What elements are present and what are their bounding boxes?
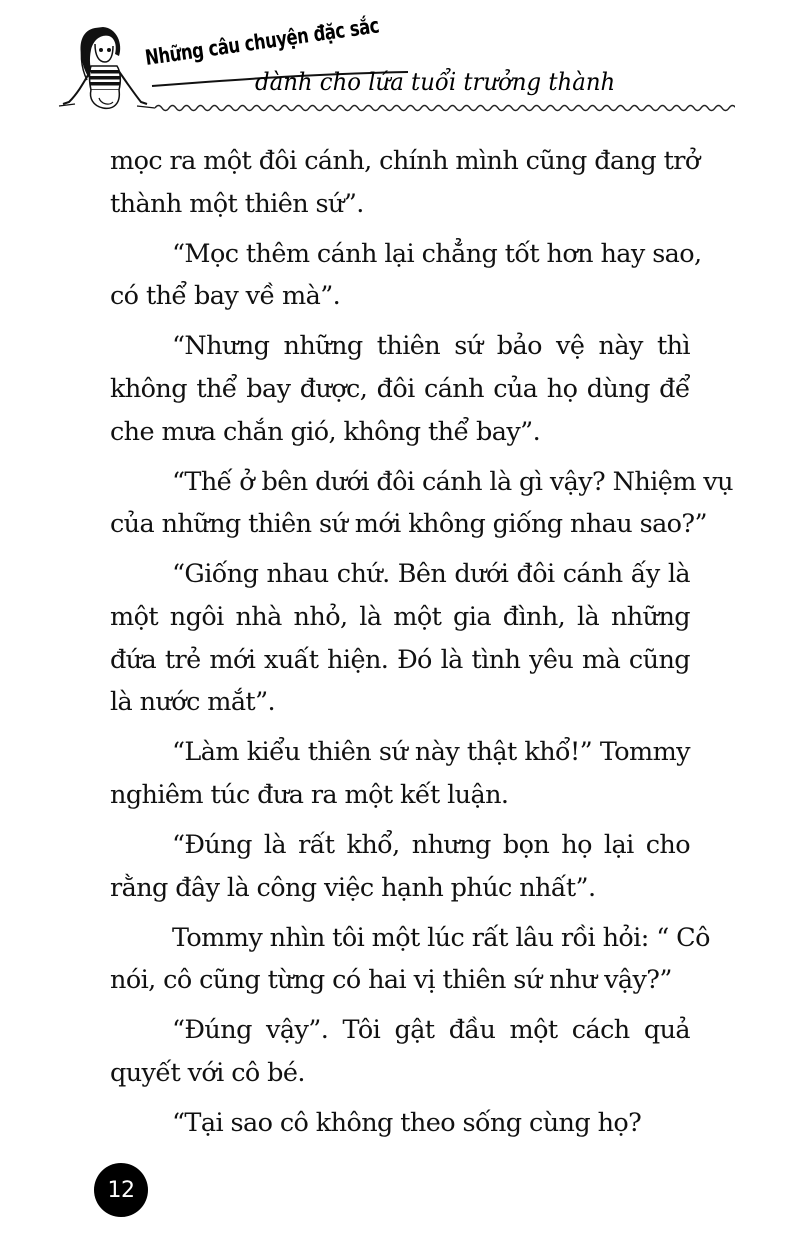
paragraph bbox=[110, 140, 700, 225]
text-line: nói, cô cũng từng có hai vị thiên sứ như vậy?” bbox=[110, 965, 672, 996]
text-line: “Làm kiểu thiên sứ này thật khổ!” Tommy bbox=[172, 737, 690, 768]
text-line: thành một thiên sứ”. bbox=[110, 188, 364, 219]
text-line: không thể bay được, đôi cánh của họ dùng để bbox=[110, 373, 690, 404]
paragraph bbox=[110, 461, 733, 546]
text-line: rằng đây là công việc hạnh phúc nhất”. bbox=[110, 872, 596, 903]
text-line: nghiêm túc đưa ra một kết luận. bbox=[110, 779, 509, 810]
paragraph bbox=[110, 553, 690, 723]
paragraph bbox=[110, 731, 690, 816]
header-wavy-rule bbox=[155, 102, 735, 114]
text-line: là nước mắt”. bbox=[110, 687, 276, 718]
running-header bbox=[55, 13, 735, 120]
paragraph bbox=[110, 1102, 690, 1145]
paragraph bbox=[110, 233, 702, 318]
text-line: một ngôi nhà nhỏ, là một gia đình, là những bbox=[110, 601, 690, 632]
page-number-badge bbox=[94, 1163, 148, 1217]
text-line: “Đúng vậy”. Tôi gật đầu một cách quả bbox=[172, 1015, 690, 1046]
paragraph bbox=[110, 824, 690, 909]
series-title-line-1: Những câu chuyện đặc sắc bbox=[143, 13, 381, 71]
text-line: của những thiên sứ mới không giống nhau sao?” bbox=[110, 509, 707, 540]
text-line: có thể bay về mà”. bbox=[110, 281, 341, 312]
text-line: “Thế ở bên dưới đôi cánh là gì vậy? Nhiệm vụ bbox=[172, 466, 733, 497]
text-line: đứa trẻ mới xuất hiện. Đó là tình yêu mà cũng bbox=[110, 644, 690, 675]
paragraph bbox=[110, 917, 710, 1002]
paragraph bbox=[110, 1009, 690, 1094]
series-title-line-2: dành cho lứa tuổi trưởng thành bbox=[255, 68, 616, 96]
text-line: “Nhưng những thiên sứ bảo vệ này thì bbox=[172, 331, 690, 362]
girl-illustration-icon bbox=[55, 20, 165, 120]
page-number: 12 bbox=[107, 1177, 135, 1203]
text-line: che mưa chắn gió, không thể bay”. bbox=[110, 416, 541, 447]
text-line: “Tại sao cô không theo sống cùng họ? bbox=[172, 1107, 642, 1138]
page-body bbox=[110, 140, 733, 1152]
paragraph bbox=[110, 325, 690, 453]
text-line: “Giống nhau chứ. Bên dưới đôi cánh ấy là bbox=[172, 559, 690, 590]
text-line: “Đúng là rất khổ, nhưng bọn họ lại cho bbox=[172, 829, 690, 860]
text-line: Tommy nhìn tôi một lúc rất lâu rồi hỏi: “ Cô bbox=[172, 922, 710, 953]
text-line: mọc ra một đôi cánh, chính mình cũng đang trở bbox=[110, 146, 700, 176]
text-line: quyết với cô bé. bbox=[110, 1057, 305, 1088]
text-line: “Mọc thêm cánh lại chẳng tốt hơn hay sao, bbox=[172, 238, 702, 269]
